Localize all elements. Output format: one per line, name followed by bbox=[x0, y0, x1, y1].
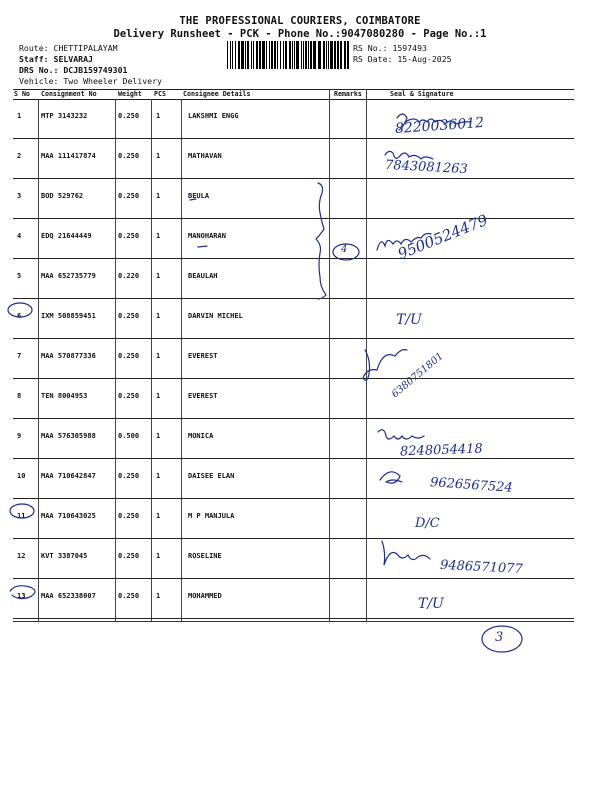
cell-consignment: MAA 710642847 bbox=[41, 472, 96, 480]
cell-consignment: MAA 576305988 bbox=[41, 432, 96, 440]
col-header-consignee: Consignee Details bbox=[183, 90, 251, 98]
drs-label: DRS No.: bbox=[19, 65, 59, 75]
cell-weight: 0.500 bbox=[118, 432, 140, 440]
cell-weight: 0.220 bbox=[118, 272, 140, 280]
cell-pcs: 1 bbox=[156, 312, 161, 320]
col-header-consignment: Consignment No bbox=[41, 90, 97, 98]
handwritten-note: T/U bbox=[418, 596, 444, 612]
cell-consignment: IXM 508859451 bbox=[41, 312, 96, 320]
cell-weight: 0.250 bbox=[118, 232, 140, 240]
cell-consignee: ROSELINE bbox=[188, 552, 222, 560]
cell-consignee: DAISEE ELAN bbox=[188, 472, 235, 480]
col-header-weight: Weight bbox=[118, 90, 142, 98]
cell-consignment: MAA 111417874 bbox=[41, 152, 96, 160]
handwritten-circle-number: 4 bbox=[341, 244, 348, 255]
vehicle-value: Two Wheeler Delivery bbox=[63, 76, 162, 86]
cell-consignment: MAA 570877336 bbox=[41, 352, 96, 360]
cell-sno: 8 bbox=[17, 392, 22, 400]
cell-sno: 3 bbox=[17, 192, 22, 200]
cell-consignee: M P MANJULA bbox=[188, 512, 235, 520]
cell-consignee: EVEREST bbox=[188, 392, 218, 400]
handwritten-phone: 6380751801 bbox=[389, 350, 446, 401]
cell-weight: 0.250 bbox=[118, 392, 140, 400]
handwritten-phone: 9500524479 bbox=[395, 210, 491, 264]
cell-sno: 5 bbox=[17, 272, 22, 280]
rs-date-label: RS Date: bbox=[353, 54, 393, 64]
runsheet-subtitle: Delivery Runsheet - PCK - Phone No.:9047080280 - Page No.:1 bbox=[113, 28, 487, 40]
cell-consignment: MAA 710643025 bbox=[41, 512, 96, 520]
cell-sno: 13 bbox=[17, 592, 26, 600]
col-header-remarks: Remarks bbox=[334, 90, 362, 98]
col-header-sno: S No bbox=[14, 90, 30, 98]
cell-consignment: EDQ 21644449 bbox=[41, 232, 92, 240]
handwritten-note: T/U bbox=[396, 312, 422, 328]
cell-sno: 1 bbox=[17, 112, 22, 120]
cell-consignment: MAA 652735779 bbox=[41, 272, 96, 280]
cell-consignee: MONICA bbox=[188, 432, 214, 440]
cell-sno: 2 bbox=[17, 152, 22, 160]
cell-sno: 4 bbox=[17, 232, 22, 240]
cell-pcs: 1 bbox=[156, 152, 161, 160]
staff-value: SELVARAJ bbox=[53, 54, 93, 64]
cell-pcs: 1 bbox=[156, 352, 161, 360]
cell-pcs: 1 bbox=[156, 232, 161, 240]
col-header-seal: Seal & Signature bbox=[390, 90, 454, 98]
cell-consignee: BEULA bbox=[188, 192, 210, 200]
cell-consignee: EVEREST bbox=[188, 352, 218, 360]
cell-sno: 12 bbox=[17, 552, 26, 560]
cell-weight: 0.250 bbox=[118, 312, 140, 320]
company-title: THE PROFESSIONAL COURIERS, COIMBATORE bbox=[179, 15, 421, 27]
cell-sno: 11 bbox=[17, 512, 26, 520]
cell-consignee: MANOHARAN bbox=[188, 232, 226, 240]
cell-sno: 10 bbox=[17, 472, 26, 480]
handwritten-page-number: 3 bbox=[495, 630, 504, 645]
cell-sno: 6 bbox=[17, 312, 22, 320]
cell-pcs: 1 bbox=[156, 432, 161, 440]
cell-pcs: 1 bbox=[156, 592, 161, 600]
cell-consignment: TEN 8004953 bbox=[41, 392, 88, 400]
cell-weight: 0.250 bbox=[118, 512, 140, 520]
route-label: Route: bbox=[19, 43, 49, 53]
vehicle-label: Vehicle: bbox=[19, 76, 59, 86]
cell-pcs: 1 bbox=[156, 392, 161, 400]
rs-date-value: 15-Aug-2025 bbox=[397, 54, 452, 64]
cell-weight: 0.250 bbox=[118, 112, 140, 120]
cell-pcs: 1 bbox=[156, 192, 161, 200]
cell-pcs: 1 bbox=[156, 472, 161, 480]
cell-consignment: MAA 652338007 bbox=[41, 592, 96, 600]
cell-weight: 0.250 bbox=[118, 472, 140, 480]
handwritten-phone: 8220036012 bbox=[394, 114, 485, 138]
col-header-pcs: PCS bbox=[154, 90, 166, 98]
cell-weight: 0.250 bbox=[118, 192, 140, 200]
cell-pcs: 1 bbox=[156, 272, 161, 280]
cell-weight: 0.250 bbox=[118, 592, 140, 600]
staff-label: Staff: bbox=[19, 54, 49, 64]
cell-sno: 7 bbox=[17, 352, 22, 360]
cell-sno: 9 bbox=[17, 432, 22, 440]
cell-pcs: 1 bbox=[156, 552, 161, 560]
handwritten-phone: 7843081263 bbox=[384, 157, 469, 178]
cell-consignee: MATHAVAN bbox=[188, 152, 222, 160]
rs-no-value: 1597493 bbox=[392, 43, 427, 53]
cell-weight: 0.250 bbox=[118, 352, 140, 360]
cell-consignee: BEAULAH bbox=[188, 272, 218, 280]
cell-consignment: MTP 3143232 bbox=[41, 112, 88, 120]
cell-weight: 0.250 bbox=[118, 152, 140, 160]
cell-consignee: DARVIN MICHEL bbox=[188, 312, 243, 320]
cell-consignee: MOHAMMED bbox=[188, 592, 222, 600]
handwritten-phone: 9626567524 bbox=[429, 475, 514, 496]
cell-consignee: LAKSHMI ENGG bbox=[188, 112, 239, 120]
rs-no-label: RS No.: bbox=[353, 43, 388, 53]
cell-consignment: BOD 529762 bbox=[41, 192, 84, 200]
cell-pcs: 1 bbox=[156, 512, 161, 520]
drs-value: DCJB159749301 bbox=[63, 65, 128, 75]
cell-pcs: 1 bbox=[156, 112, 161, 120]
handwritten-phone: 9486571077 bbox=[439, 557, 524, 578]
cell-weight: 0.250 bbox=[118, 552, 140, 560]
handwritten-note: D/C bbox=[415, 516, 440, 531]
cell-consignment: KVT 3387045 bbox=[41, 552, 88, 560]
route-value: CHETTIPALAYAM bbox=[53, 43, 118, 53]
handwritten-phone: 8248054418 bbox=[399, 441, 483, 460]
